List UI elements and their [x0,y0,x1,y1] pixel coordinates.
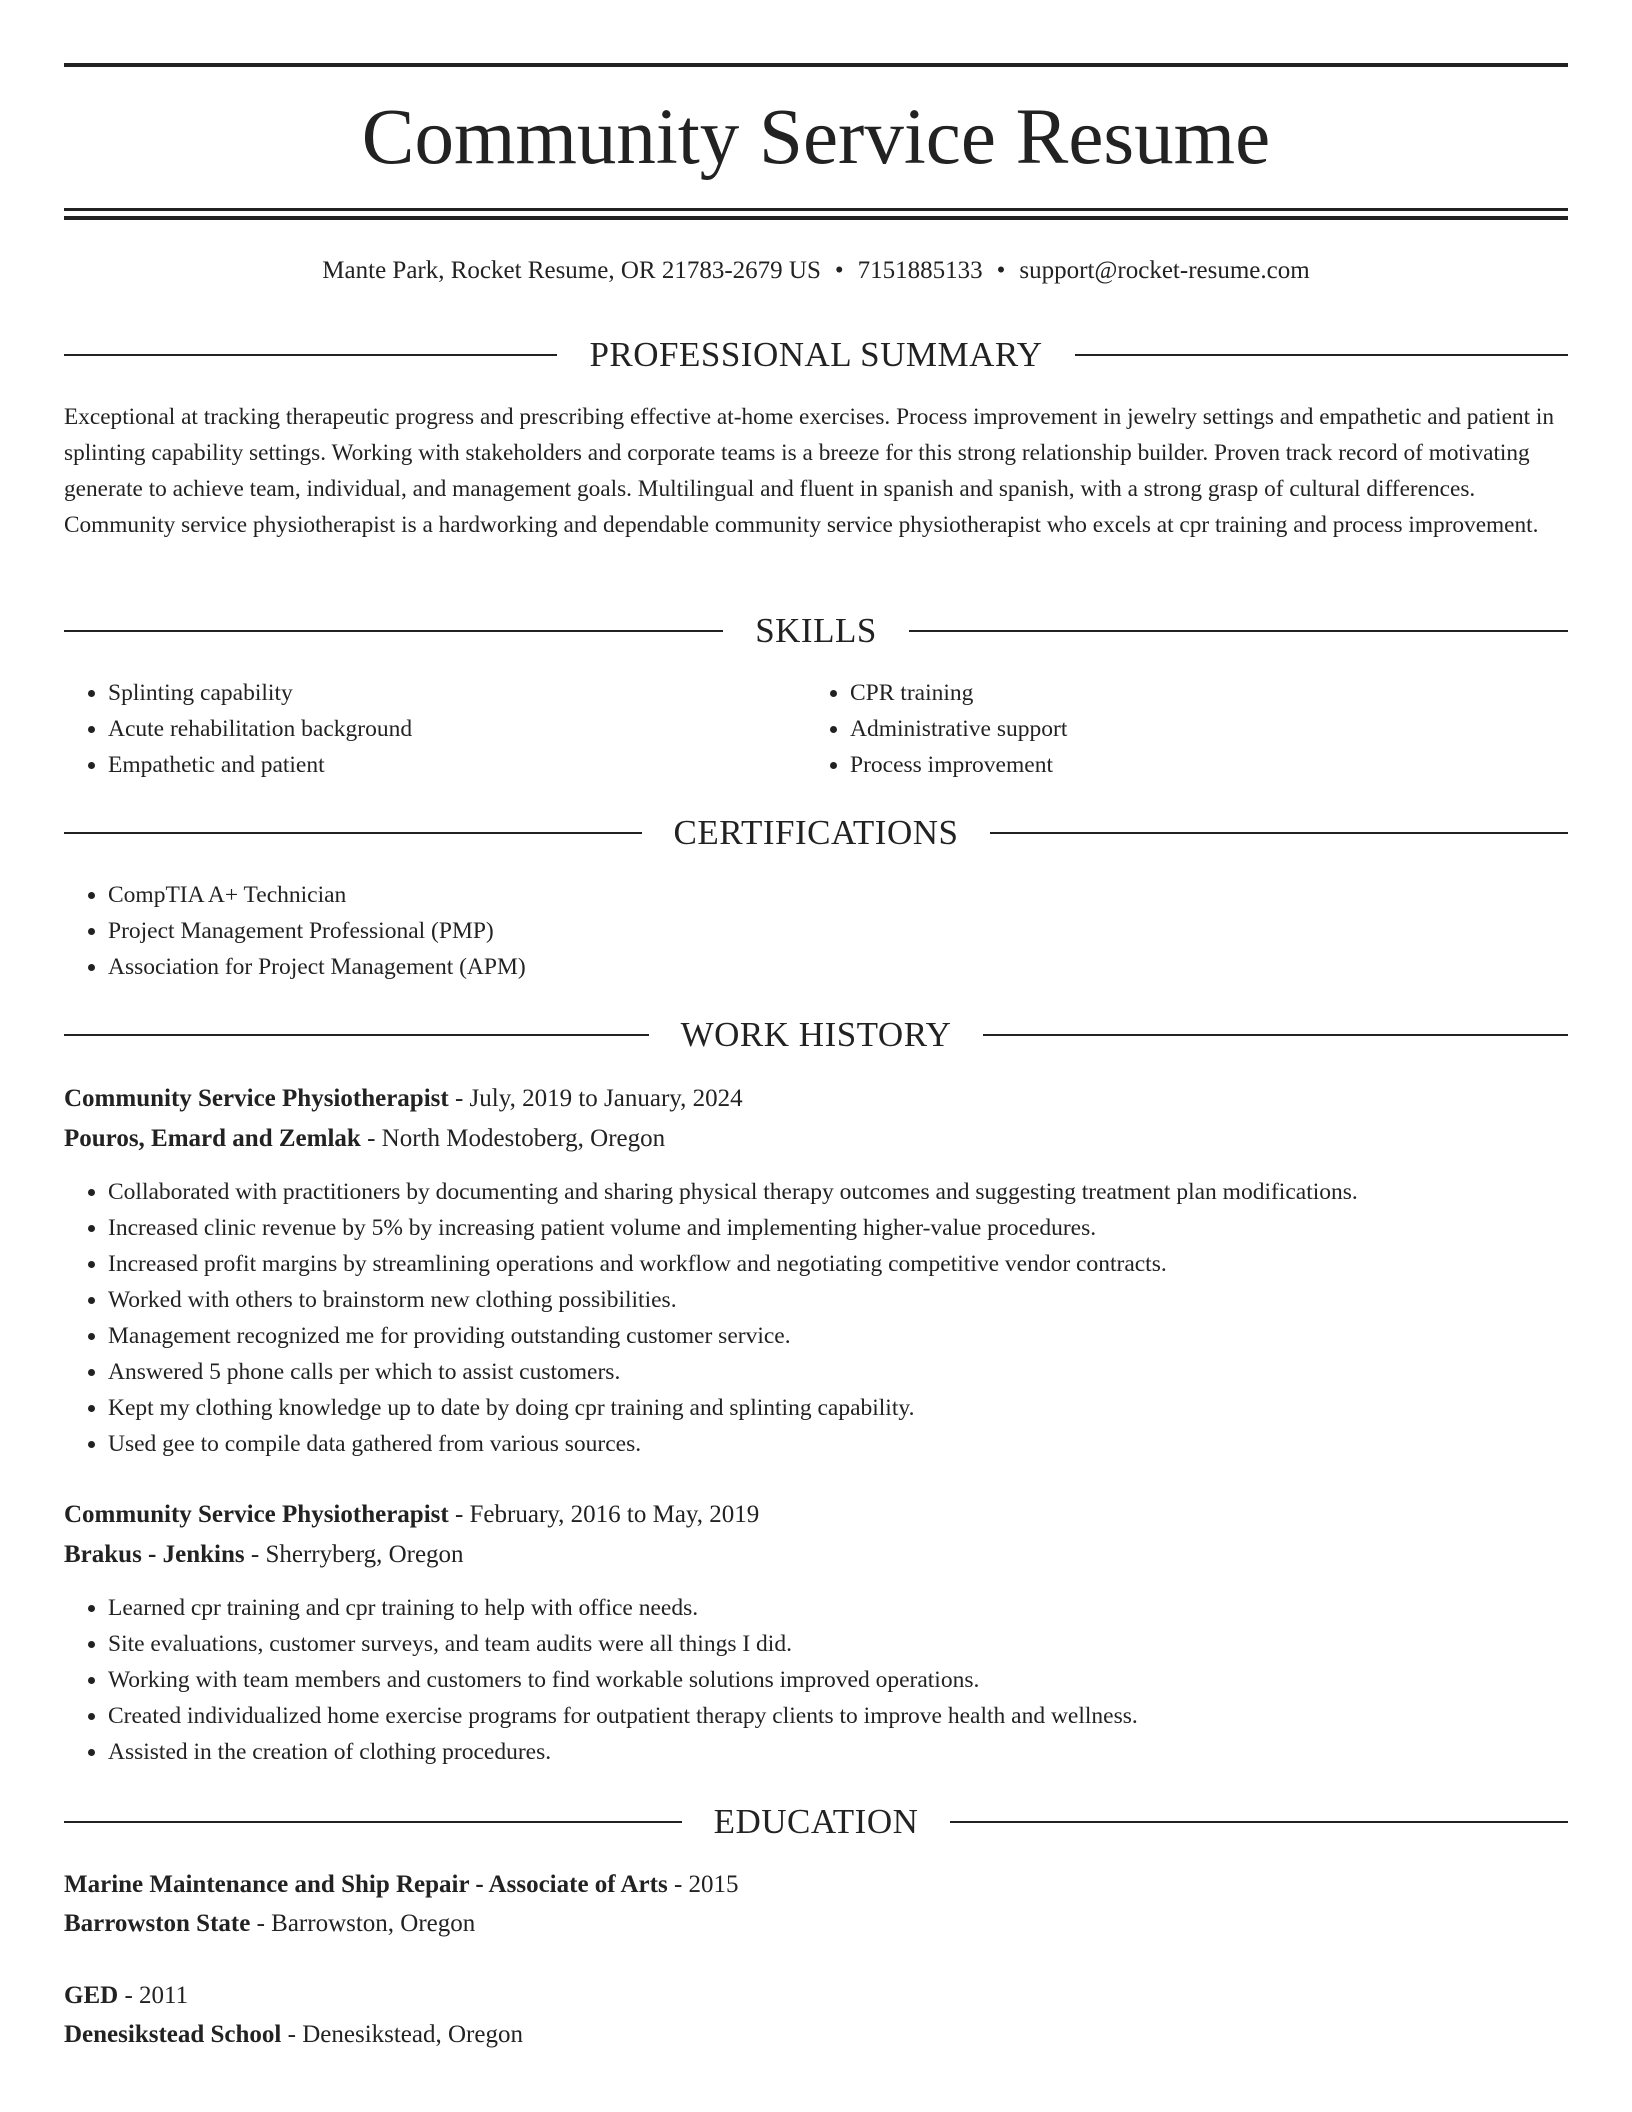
section-title-skills: SKILLS [755,611,877,650]
contact-line [64,254,1568,288]
job-location: - North Modestoberg, Oregon [360,1125,666,1152]
contact-email: support@rocket-resume.com [1019,257,1310,284]
job-bullet: • Collaborated with practitioners by documenting and sharing physical therapy outcomes and suggesting treatment plan modifications. [108,1174,1588,1210]
skill-item: • Process improvement [850,747,1550,783]
job-bullet: • Management recognized me for providing outstanding customer service. [108,1318,1588,1354]
certification-item: • Project Management Professional (PMP) [108,913,1508,949]
job-bullet: • Worked with others to brainstorm new clothing possibilities. [108,1282,1588,1318]
education-year: - 2011 [118,1982,189,2009]
contact-phone: 7151885133 [857,257,983,284]
skills-list-left [64,675,808,783]
job-title-line [64,1081,743,1117]
job-dates: - July, 2019 to January, 2024 [448,1085,743,1112]
section-rule [64,1034,649,1036]
skill-item: • Splinting capability [108,675,808,711]
job-bullet: • Used gee to compile data gathered from various sources. [108,1426,1588,1462]
resume-title: Community Service Resume [361,94,1271,181]
title-rule-lower [64,216,1568,220]
section-title-summary: PROFESSIONAL SUMMARY [589,335,1043,374]
section-title-work-history: WORK HISTORY [680,1015,952,1054]
job-bullet: • Answered 5 phone calls per which to assist customers. [108,1354,1588,1390]
section-header-certifications [64,811,1568,855]
education-degree: Marine Maintenance and Ship Repair - Associate of Arts [64,1871,668,1898]
education-degree-line [64,1978,188,2014]
section-rule [64,1821,682,1823]
skills-list-right [806,675,1550,783]
job-bullet: • Working with team members and customers to find workable solutions improved operations. [108,1662,1588,1698]
section-rule [64,832,642,834]
education-location: - Barrowston, Oregon [250,1910,476,1937]
section-title-certifications: CERTIFICATIONS [673,813,959,852]
section-title-education: EDUCATION [713,1802,919,1841]
job-dates: - February, 2016 to May, 2019 [448,1501,760,1528]
certifications-list [64,877,1508,985]
education-school-line [64,1906,475,1942]
job-bullet: • Kept my clothing knowledge up to date by doing cpr training and splinting capability. [108,1390,1588,1426]
skill-item: • Acute rehabilitation background [108,711,808,747]
certification-item: • CompTIA A+ Technician [108,877,1508,913]
section-rule [1075,354,1568,356]
job-bullets [64,1174,1588,1462]
education-school-line [64,2017,523,2053]
job-bullet: • Increased profit margins by streamlining operations and workflow and negotiating competitive vendor contracts. [108,1246,1588,1282]
section-rule [64,354,557,356]
job-bullet: • Site evaluations, customer surveys, and team audits were all things I did. [108,1626,1588,1662]
education-degree-line [64,1867,739,1903]
education-location: - Denesikstead, Oregon [281,2021,523,2048]
education-school: Barrowston State [64,1910,251,1937]
section-rule [909,630,1568,632]
top-rule [64,63,1568,67]
job-company-line [64,1537,464,1573]
job-company: Pouros, Emard and Zemlak [64,1125,361,1152]
summary-text: Exceptional at tracking therapeutic progress and prescribing effective at-home exercises. Process improvement in jewelry settings and empathetic and patient in splinting capability settings. Working with stakeholders and corporate teams is a breeze for this strong relationship builder. Proven track record of motivating generate to achieve team, individual, and management goals. Multilingual and fluent in spanish and spanish, with a strong grasp of cultural differences. Community service physiotherapist is a hardworking and dependable community service physiotherapist who excels at cpr training and process improvement. [64,404,1555,538]
job-bullet: • Created individualized home exercise programs for outpatient therapy clients to improve health and wellness. [108,1698,1588,1734]
job-bullet: • Assisted in the creation of clothing procedures. [108,1734,1588,1770]
section-header-work-history [64,1013,1568,1057]
job-bullet: • Learned cpr training and cpr training to help with office needs. [108,1590,1588,1626]
job-title: Community Service Physiotherapist [64,1085,449,1112]
job-title: Community Service Physiotherapist [64,1501,449,1528]
section-rule [983,1034,1568,1036]
section-header-summary [64,333,1568,377]
contact-address: Mante Park, Rocket Resume, OR 21783-2679 US [322,257,821,284]
job-bullet: • Increased clinic revenue by 5% by increasing patient volume and implementing higher-value procedures. [108,1210,1588,1246]
education-school: Denesikstead School [64,2021,282,2048]
section-rule [990,832,1568,834]
skill-item: • CPR training [850,675,1550,711]
education-year: - 2015 [667,1871,739,1898]
certification-item: • Association for Project Management (APM) [108,949,1508,985]
job-title-line [64,1497,759,1533]
section-rule [64,630,723,632]
contact-separator: • [834,257,844,284]
contact-separator: • [996,257,1006,284]
job-location: - Sherryberg, Oregon [244,1541,464,1568]
job-company: Brakus - Jenkins [64,1541,245,1568]
job-company-line [64,1121,665,1157]
section-rule [950,1821,1568,1823]
skill-item: • Empathetic and patient [108,747,808,783]
education-degree: GED [64,1982,119,2009]
section-header-education [64,1800,1568,1844]
job-bullets [64,1590,1588,1770]
title-rule-upper [64,208,1568,211]
section-header-skills [64,609,1568,653]
skill-item: • Administrative support [850,711,1550,747]
